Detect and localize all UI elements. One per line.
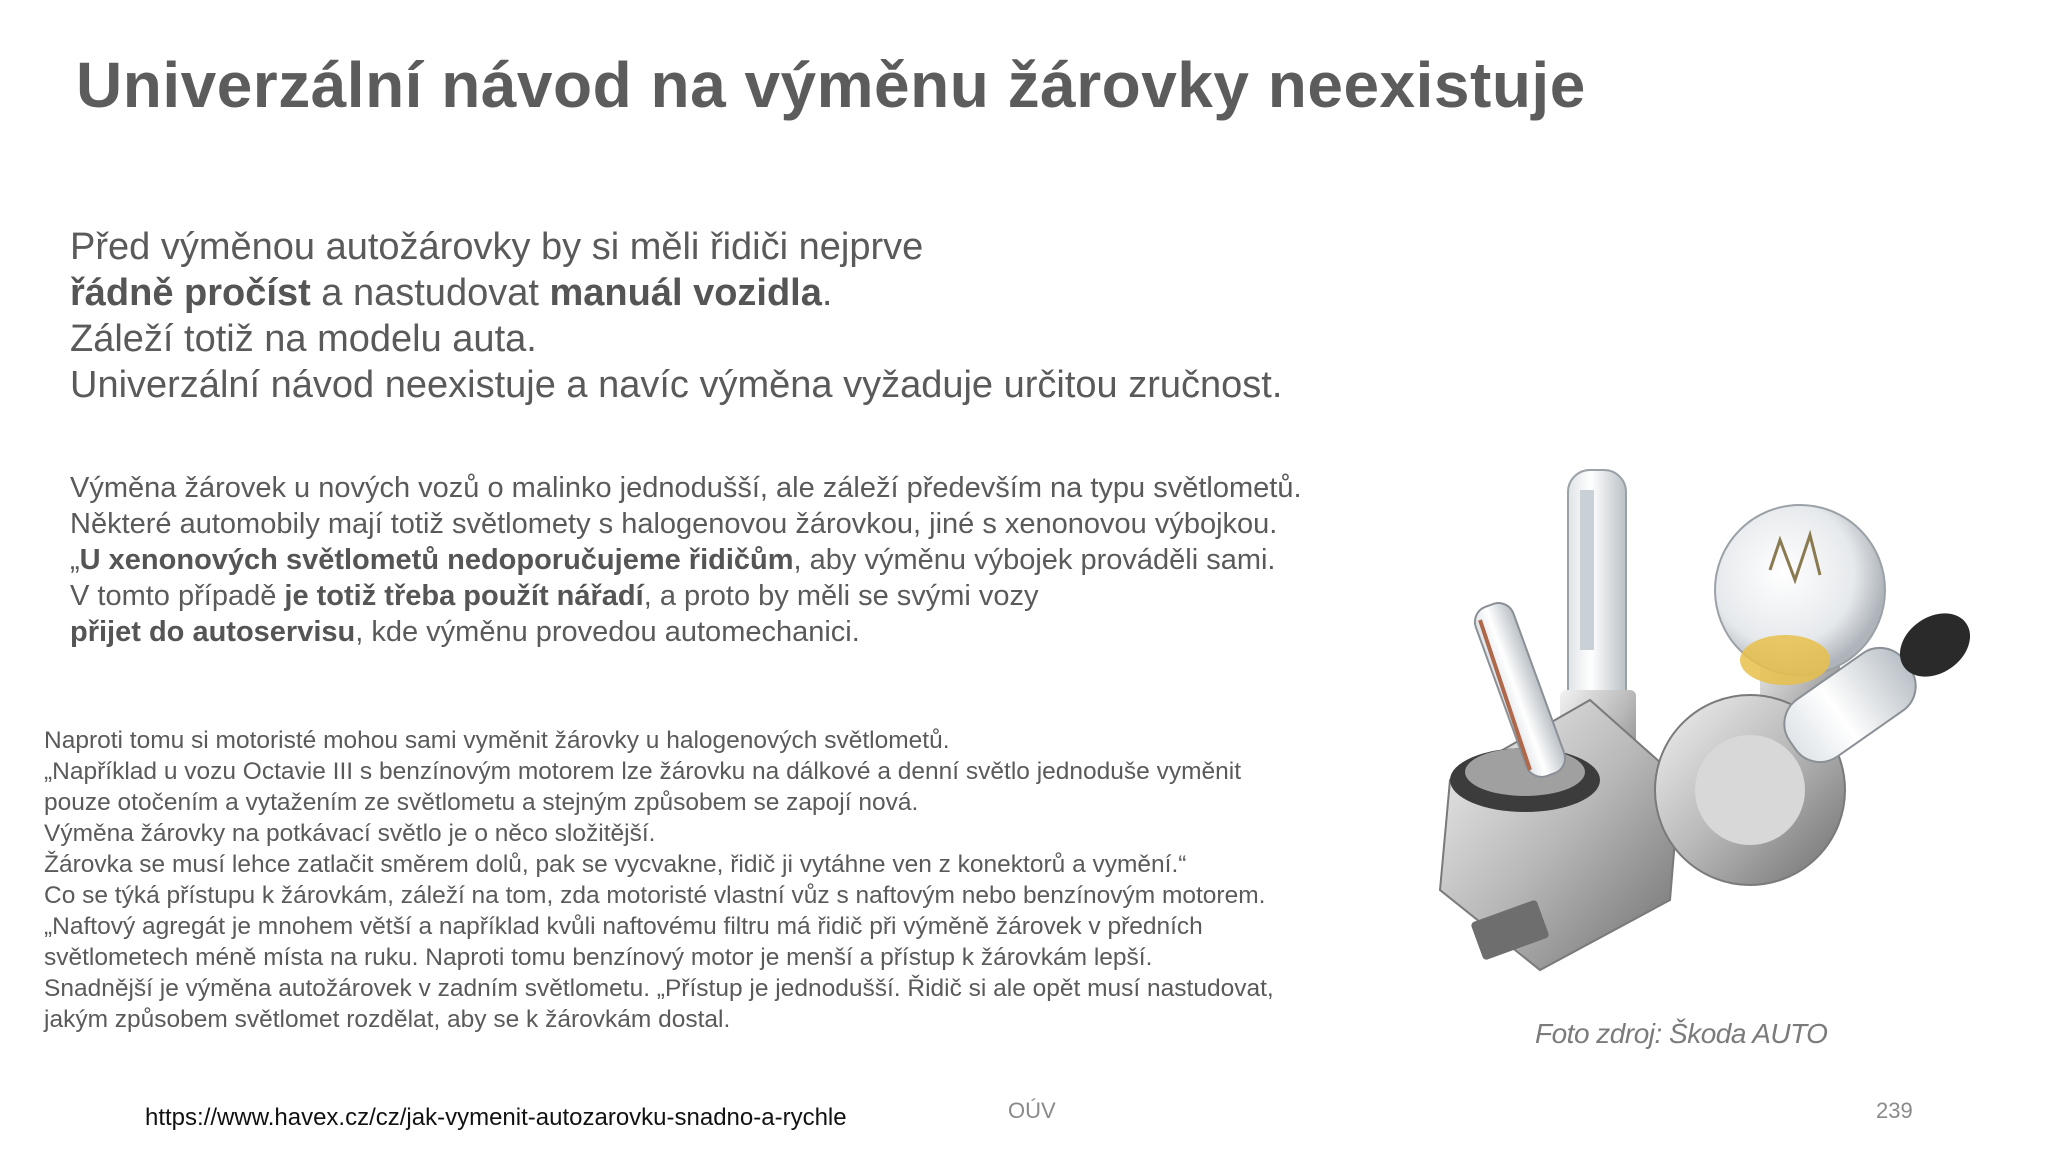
emphasis: manuál vozidla bbox=[549, 272, 822, 314]
paragraph-line: Snadnější je výměna autožárovek v zadním světlometu. „Přístup je jednodušší. Řidič si ale opět musí nastudovat, bbox=[44, 975, 1274, 1002]
emphasis: je totiž třeba použít nářadí bbox=[284, 580, 644, 612]
paragraph-line: Co se týká přístupu k žárovkám, záleží na tom, zda motoristé vlastní vůz s naftovým nebo benzínovým motorem. bbox=[44, 882, 1266, 909]
paragraph-line: „U xenonových světlometů nedoporučujeme řidičům, aby výměnu výbojek prováděli sami. bbox=[70, 544, 1276, 576]
intro-line: Univerzální návod neexistuje a navíc výměna vyžaduje určitou zručnost. bbox=[70, 364, 1283, 406]
photo-credit: Foto zdroj: Škoda AUTO bbox=[1535, 1018, 1828, 1049]
xenon-paragraph bbox=[70, 470, 1302, 650]
emphasis: U xenonových světlometů nedoporučujeme řidičům bbox=[79, 544, 794, 576]
paragraph-line: přijet do autoservisu, kde výměnu provedou automechanici. bbox=[70, 616, 860, 648]
intro-line: řádně pročíst a nastudovat manuál vozidla. bbox=[70, 272, 833, 314]
halogen-paragraph bbox=[44, 725, 1274, 1035]
paragraph-line: Výměna žárovek u nových vozů o malinko jednodušší, ale záleží především na typu světlometů. bbox=[70, 472, 1302, 504]
paragraph-line: Žárovka se musí lehce zatlačit směrem dolů, pak se vycvakne, řidič ji vytáhne ven z konektorů a vymění.“ bbox=[44, 851, 1187, 878]
paragraph-line: Výměna žárovky na potkávací světlo je o něco složitější. bbox=[44, 820, 656, 847]
paragraph-line: světlometech méně místa na ruku. Naproti tomu benzínový motor je menší a přístup k žárovkám lepší. bbox=[44, 944, 1153, 971]
slide-title: Univerzální návod na výměnu žárovky neexistuje bbox=[76, 49, 1586, 121]
intro-line: Záleží totiž na modelu auta. bbox=[70, 318, 537, 360]
paragraph-line: Naproti tomu si motoristé mohou sami vyměnit žárovky u halogenových světlometů. bbox=[44, 727, 950, 754]
source-link[interactable]: https://www.havex.cz/cz/jak-vymenit-autozarovku-snadno-a-rychle bbox=[145, 1104, 847, 1131]
page-number: 239 bbox=[1876, 1098, 1913, 1123]
footer-label: OÚV bbox=[1008, 1098, 1056, 1123]
emphasis: řádně pročíst bbox=[70, 272, 311, 314]
paragraph-line: „Například u vozu Octavie III s benzínovým motorem lze žárovku na dálkové a denní světlo jednoduše vyměnit bbox=[44, 758, 1242, 785]
bulbs-photo bbox=[1420, 450, 2000, 1060]
paragraph-line: pouze otočením a vytažením ze světlometu a stejným způsobem se zapojí nová. bbox=[44, 789, 919, 816]
paragraph-line: jakým způsobem světlomet rozdělat, aby se k žárovkám dostal. bbox=[44, 1006, 731, 1033]
xenon-lamp bbox=[1440, 599, 1680, 970]
paragraph-line: Některé automobily mají totiž světlomety s halogenovou žárovkou, jiné s xenonovou výbojkou. bbox=[70, 508, 1278, 540]
paragraph-line: V tomto případě je totiž třeba použít nářadí, a proto by měli se svými vozy bbox=[70, 580, 1039, 612]
emphasis: přijet do autoservisu bbox=[70, 616, 356, 648]
intro-paragraph bbox=[70, 224, 1282, 408]
intro-line: Před výměnou autožárovky by si měli řidiči nejprve bbox=[70, 226, 924, 268]
paragraph-line: „Naftový agregát je mnohem větší a například kvůli naftovému filtru má řidič při výměně žárovek v předních bbox=[44, 913, 1203, 940]
